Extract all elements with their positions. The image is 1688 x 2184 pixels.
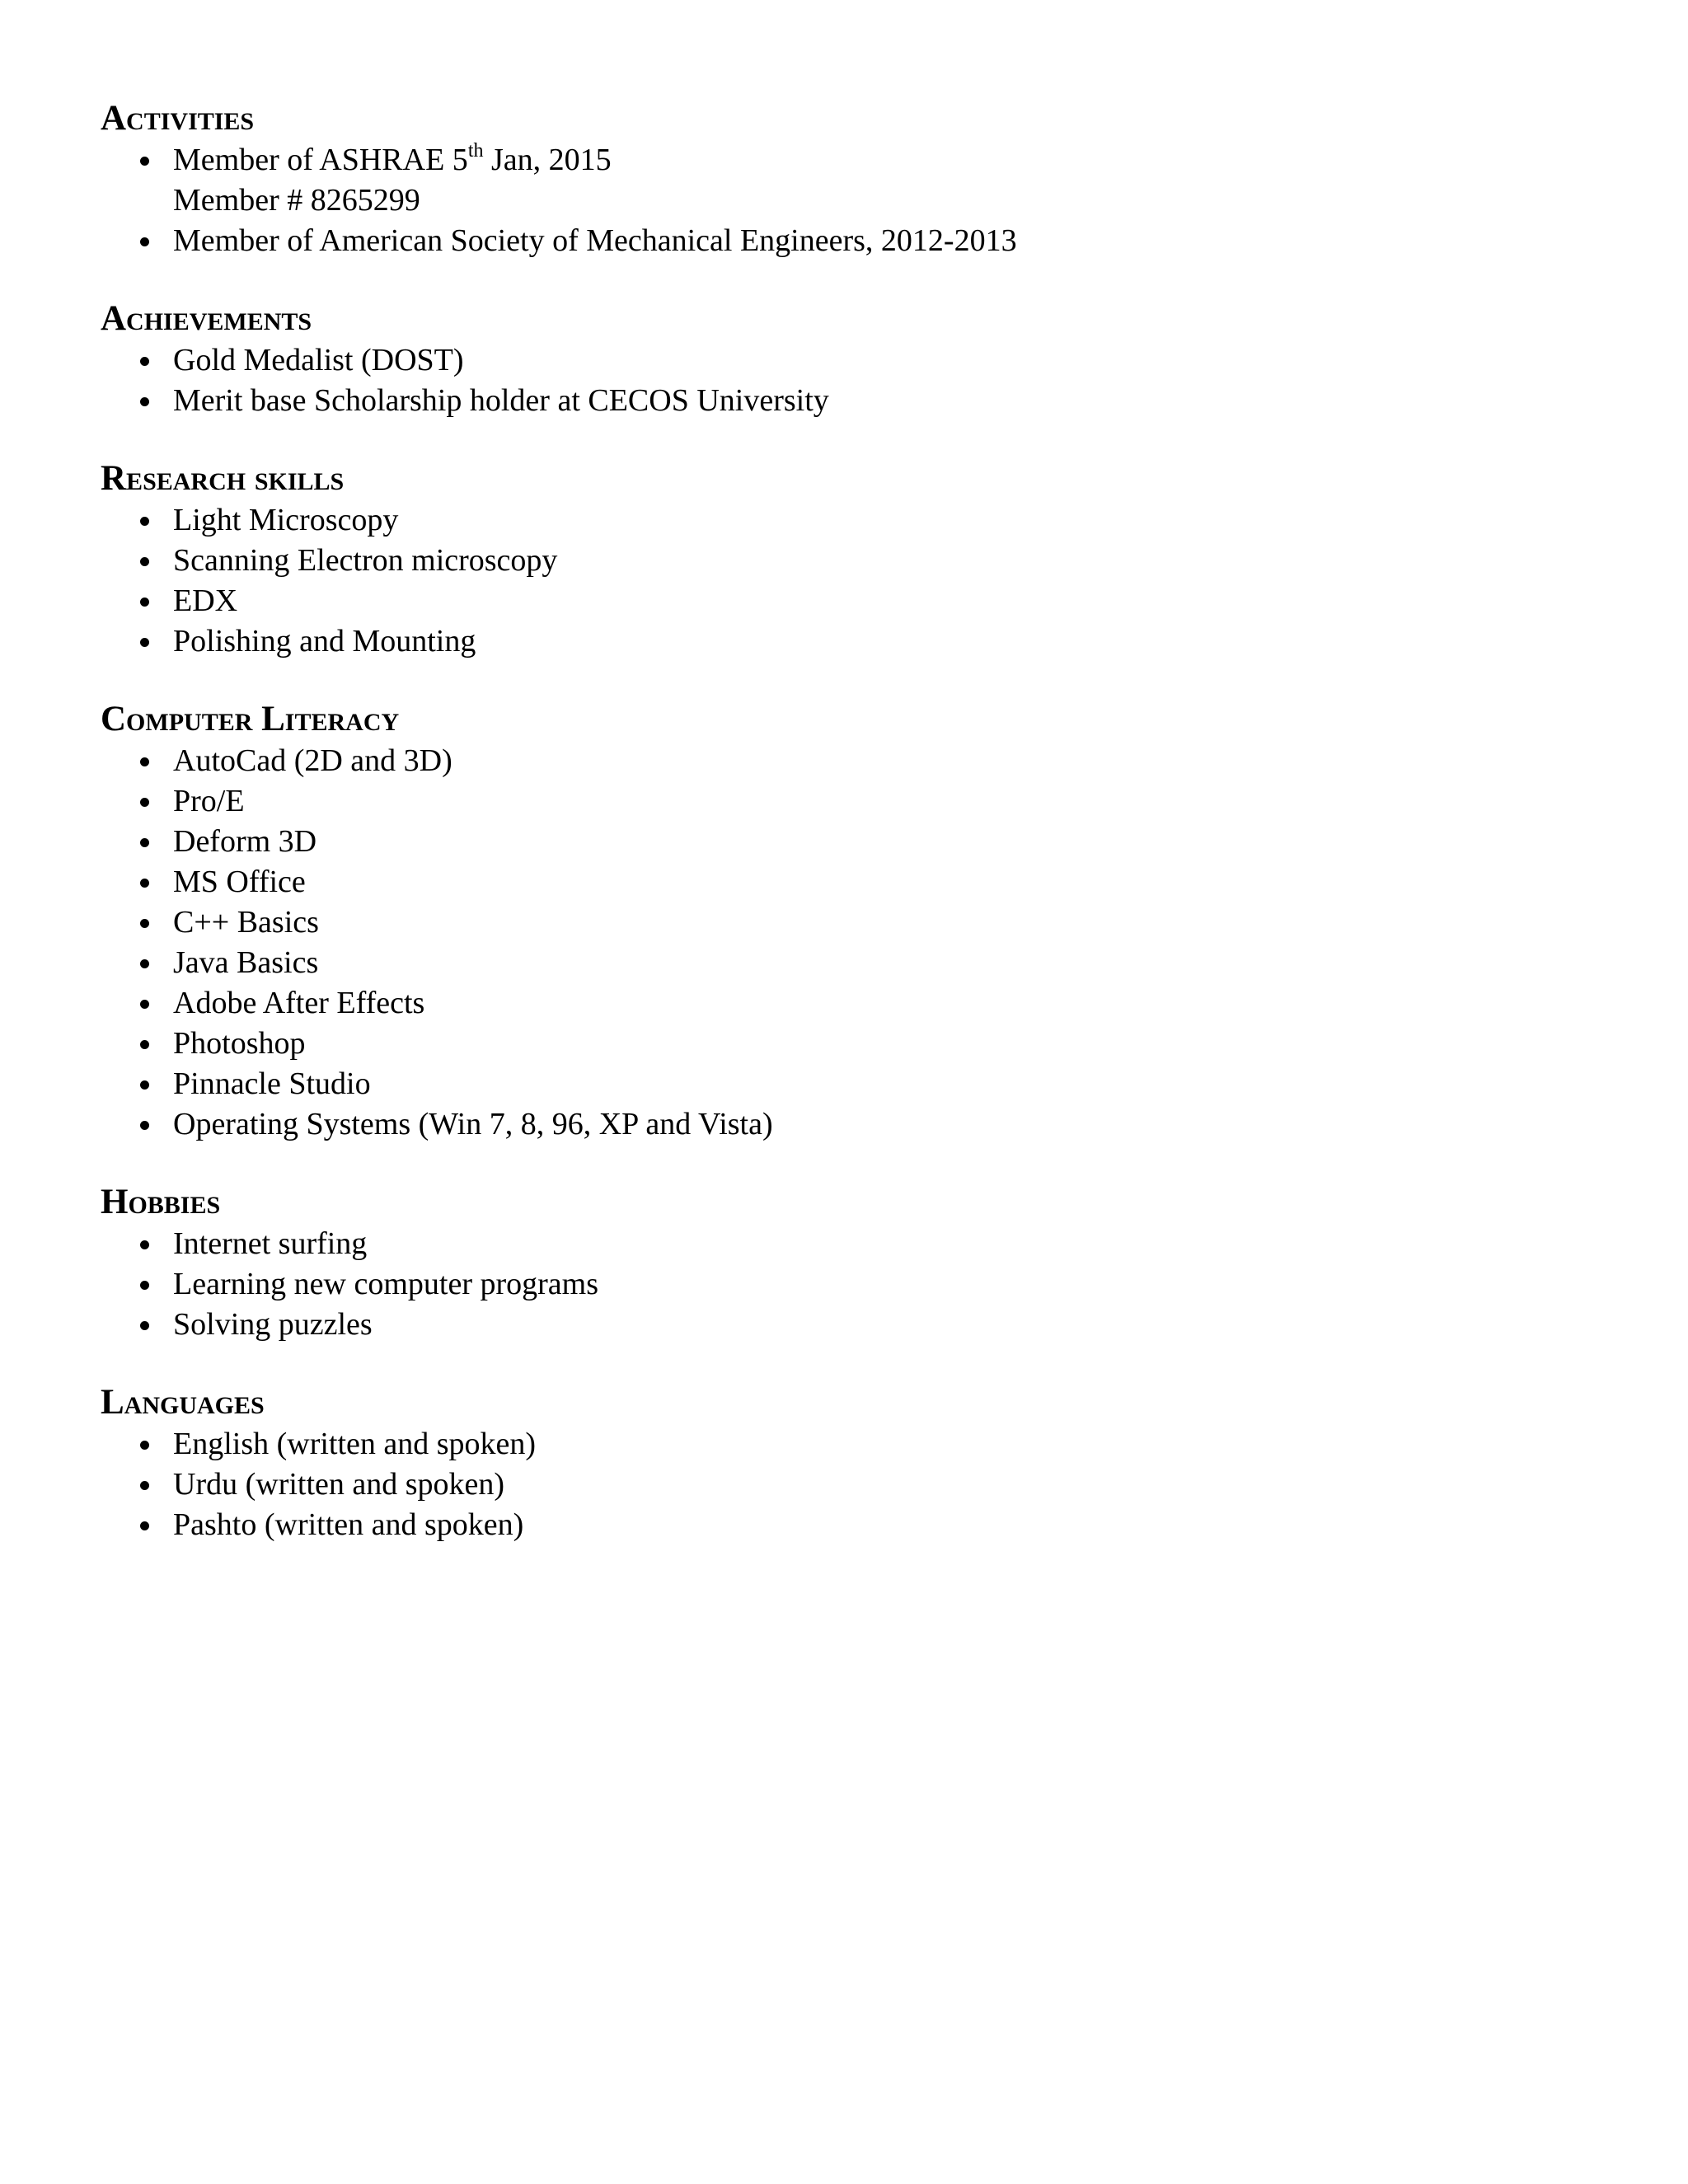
ashrae-text-after: Jan, 2015: [483, 143, 612, 177]
list-item: [101, 1465, 1584, 1505]
activities-item-asme: [101, 221, 1584, 261]
research-skills-heading: Research skills: [101, 459, 345, 498]
research-skills-section: [101, 457, 1584, 662]
list-item: [101, 862, 1584, 902]
bullet-icon: [140, 838, 149, 847]
achievements-section: [101, 298, 1584, 421]
list-item: [101, 902, 1584, 943]
research-skills-list: [101, 500, 1584, 662]
list-item-text: Polishing and Mounting: [173, 624, 476, 658]
list-item-text: Operating Systems (Win 7, 8, 96, XP and Vista): [173, 1107, 773, 1141]
list-item: [101, 741, 1584, 781]
list-item: [101, 1224, 1584, 1264]
ordinal-superscript: th: [467, 140, 484, 162]
bullet-icon: [140, 397, 149, 406]
list-item: [101, 983, 1584, 1024]
bullet-icon: [140, 1121, 149, 1130]
list-item-text: Photoshop: [173, 1026, 306, 1061]
list-item-text: Gold Medalist (DOST): [173, 343, 464, 377]
list-item-text: Scanning Electron microscopy: [173, 543, 558, 578]
bullet-icon: [140, 1281, 149, 1290]
list-item-text: AutoCad (2D and 3D): [173, 743, 452, 778]
languages-list: [101, 1424, 1584, 1545]
activities-item-ashrae: [101, 140, 1584, 221]
list-item: [101, 781, 1584, 822]
list-item-text: Merit base Scholarship holder at CECOS University: [173, 383, 829, 418]
hobbies-list: [101, 1224, 1584, 1345]
list-item-text: Learning new computer programs: [173, 1267, 598, 1301]
computer-literacy-list: [101, 741, 1584, 1145]
list-item: [101, 1305, 1584, 1345]
list-item-text: C++ Basics: [173, 905, 319, 940]
list-item: [101, 500, 1584, 541]
activities-list: [101, 140, 1584, 261]
computer-literacy-heading: Computer Literacy: [101, 700, 400, 738]
list-item-text: Light Microscopy: [173, 503, 399, 537]
activities-heading: Activities: [101, 99, 255, 138]
bullet-icon: [140, 1481, 149, 1490]
bullet-icon: [140, 757, 149, 766]
bullet-icon: [140, 1040, 149, 1049]
list-item-text: MS Office: [173, 865, 306, 899]
list-item: [101, 822, 1584, 862]
computer-literacy-section: [101, 698, 1584, 1145]
list-item: [101, 1424, 1584, 1465]
bullet-icon: [140, 1521, 149, 1530]
list-item: [101, 541, 1584, 581]
list-item-text: EDX: [173, 583, 238, 618]
hobbies-heading: Hobbies: [101, 1183, 221, 1221]
bullet-icon: [140, 237, 149, 246]
list-item-text: Pro/E: [173, 784, 245, 818]
languages-heading: Languages: [101, 1383, 265, 1422]
resume-page: [101, 97, 1584, 1582]
bullet-icon: [140, 1321, 149, 1330]
bullet-icon: [140, 879, 149, 888]
achievements-heading: Achievements: [101, 299, 312, 338]
bullet-icon: [140, 598, 149, 607]
bullet-icon: [140, 357, 149, 366]
list-item: [101, 1024, 1584, 1064]
list-item-text: Urdu (written and spoken): [173, 1467, 505, 1502]
bullet-icon: [140, 1441, 149, 1450]
list-item: [101, 340, 1584, 381]
activities-item-text: Member of American Society of Mechanical Engineers, 2012-2013: [173, 223, 1017, 258]
hobbies-section: [101, 1181, 1584, 1345]
list-item-text: English (written and spoken): [173, 1427, 537, 1461]
list-item: [101, 1064, 1584, 1104]
list-item-text: Pashto (written and spoken): [173, 1507, 524, 1542]
list-item: [101, 381, 1584, 421]
list-item-text: Internet surfing: [173, 1226, 368, 1261]
bullet-icon: [140, 959, 149, 968]
ashrae-member-number: Member # 8265299: [173, 183, 420, 218]
list-item: [101, 943, 1584, 983]
bullet-icon: [140, 919, 149, 928]
list-item: [101, 581, 1584, 621]
list-item: [101, 1104, 1584, 1145]
list-item-text: Java Basics: [173, 945, 319, 980]
bullet-icon: [140, 517, 149, 526]
activities-section: [101, 97, 1584, 261]
languages-section: [101, 1381, 1584, 1545]
bullet-icon: [140, 1000, 149, 1009]
list-item-text: Adobe After Effects: [173, 986, 425, 1020]
ashrae-text-before: Member of ASHRAE 5: [173, 143, 468, 177]
list-item-text: Deform 3D: [173, 824, 317, 859]
achievements-list: [101, 340, 1584, 421]
list-item-text: Pinnacle Studio: [173, 1066, 371, 1101]
bullet-icon: [140, 557, 149, 566]
ashrae-membership-line: [173, 140, 1584, 180]
list-item: [101, 621, 1584, 662]
bullet-icon: [140, 1080, 149, 1090]
list-item: [101, 1264, 1584, 1305]
bullet-icon: [140, 798, 149, 807]
list-item: [101, 1505, 1584, 1545]
list-item-text: Solving puzzles: [173, 1307, 373, 1342]
bullet-icon: [140, 157, 149, 166]
bullet-icon: [140, 1240, 149, 1249]
bullet-icon: [140, 638, 149, 647]
